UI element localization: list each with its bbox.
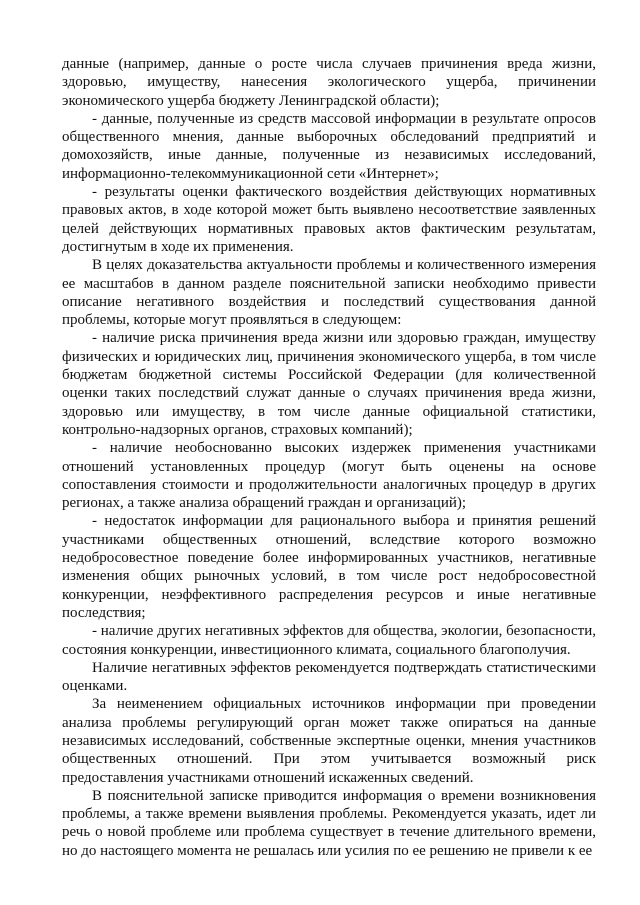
paragraph-statistical-confirmation: Наличие негативных эффектов рекомендуется подтверждать статистическими оценками.	[62, 659, 596, 695]
paragraph-other-negative-effects: - наличие других негативных эффектов для общества, экологии, безопасности, состояния конкуренции, инвестиционного климата, социального благополучия.	[62, 623, 596, 658]
paragraph-risk-of-harm: - наличие риска причинения вреда жизни или здоровью граждан, имуществу физических и юридических лиц, причинения экономического ущерба, в том числе бюджетам бюджетной системы Российской Федерации (для количественной оценки таких последствий служат данные о случаях причинения вреда жизни, здоровью или имуществу, в том числе данные официальной статистики, контрольно-надзорных органов, страховых компаний);	[62, 330, 596, 438]
paragraph-impact-assessment-results: - результаты оценки фактического воздействия действующих нормативных правовых актов, в ходе которой может быть выявлено несоответствие заявленных целей действующих нормативных правовых актов фактическим результатам, достигнутым в ходе их применения.	[62, 184, 596, 255]
document-page	[62, 55, 596, 860]
paragraph-mass-media-data: - данные, полученные из средств массовой информации в результате опросов общественного мнения, данные выборочных обследований предприятий и домохозяйств, иные данные, полученные из независимых исследований, информационно-телекоммуникационной сети «Интернет»;	[62, 110, 596, 182]
paragraph-excessive-costs: - наличие необоснованно высоких издержек применения участниками отношений установленных процедур (могут быть оценены на основе сопоставления стоимости и продолжительности аналогичных процедур в других регионах, а также анализа обращений граждан и организаций);	[62, 440, 596, 512]
paragraph-data-examples: данные (например, данные о росте числа случаев причинения вреда жизни, здоровью, имуществу, нанесения экологического ущерба, причинении экономического ущерба бюджету Ленинградской области);	[62, 56, 596, 109]
paragraph-lack-of-information: - недостаток информации для рационального выбора и принятия решений участниками общественных отношений, вследствие которого возможно недобросовестное поведение более информированных участников, негативные изменения общих рыночных условий, в том числе рост недобросовестной конкуренции, неэффективного распределения ресурсов и иные негативные последствия;	[62, 513, 596, 621]
paragraph-problem-relevance: В целях доказательства актуальности проблемы и количественного измерения ее масштабов в данном разделе пояснительной записки необходимо привести описание негативного воздействия и последствий существования данной проблемы, которые могут проявляться в следующем:	[62, 257, 596, 329]
paragraph-problem-timing: В пояснительной записке приводится информация о времени возникновения проблемы, а также времени выявления проблемы. Рекомендуется указать, идет ли речь о новой проблеме или проблема существует в течение длительного времени, но до настоящего момента не решалась или усилия по ее решению не привели к ее	[62, 787, 596, 859]
paragraph-lack-of-official-sources: За неименением официальных источников информации при проведении анализа проблемы регулирующий орган может также опираться на данные независимых исследований, собственные экспертные оценки, мнения участников общественных отношений. При этом учитывается возможный риск предоставления участниками отношений искаженных сведений.	[62, 696, 596, 786]
